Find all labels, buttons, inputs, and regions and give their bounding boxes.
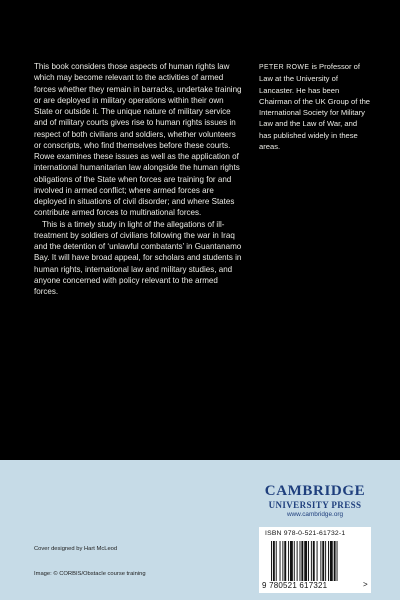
barcode-bar bbox=[300, 541, 301, 581]
description-paragraph-2: This is a timely study in light of the allegations of ill-treatment by soldiers of civilians following the war in Iraq and the detention of ‘unlawful combatants’ in Guantanamo Bay. It will have broad appeal, for scholars and students in human rights, international law and military studies, and anyone concerned with policy relevant to the armed forces. bbox=[34, 219, 242, 296]
barcode-bar bbox=[271, 541, 272, 581]
barcode-bar bbox=[334, 541, 336, 581]
barcode-bar bbox=[282, 541, 283, 581]
barcode-bar bbox=[317, 541, 318, 581]
cover-design-credit: Cover designed by Hart McLeod bbox=[34, 546, 118, 552]
publisher-url[interactable]: www.cambridge.org bbox=[286, 511, 344, 518]
barcode-bar bbox=[301, 541, 303, 581]
book-description bbox=[34, 61, 242, 297]
lower-panel bbox=[0, 460, 400, 600]
barcode-bar bbox=[294, 541, 295, 581]
isbn-barcode-box bbox=[259, 527, 371, 593]
barcode-bar bbox=[280, 541, 281, 581]
barcode bbox=[271, 541, 361, 581]
barcode-bar bbox=[337, 541, 338, 581]
barcode-bar bbox=[304, 541, 307, 581]
barcode-bar bbox=[284, 541, 286, 581]
barcode-arrow: > bbox=[363, 580, 368, 589]
barcode-bar bbox=[325, 541, 326, 581]
barcode-bar bbox=[313, 541, 315, 581]
publisher-name-line1: CAMBRIDGE bbox=[264, 483, 366, 499]
image-credit: Image: © CORBIS/Obstacle course training bbox=[34, 571, 146, 577]
barcode-bar bbox=[273, 541, 275, 581]
author-name: PETER ROWE bbox=[259, 64, 310, 71]
barcode-bar bbox=[308, 541, 309, 581]
barcode-bar bbox=[322, 541, 324, 581]
author-bio-text: is Professor of Law at the University of Lancaster. He has been Chairman of the UK Group of the International Society for Military Law and the Law of War, and has published widely in these areas. bbox=[259, 62, 371, 151]
publisher-name-line2: UNIVERSITY PRESS bbox=[268, 500, 362, 510]
barcode-bar bbox=[330, 541, 333, 581]
barcode-bar bbox=[276, 541, 277, 581]
publisher-logo bbox=[259, 484, 371, 518]
barcode-bar bbox=[320, 541, 321, 581]
barcode-bar bbox=[311, 541, 312, 581]
barcode-bar bbox=[290, 541, 293, 581]
author-bio bbox=[259, 61, 371, 152]
barcode-bar bbox=[288, 541, 289, 581]
description-paragraph-1: This book considers those aspects of human rights law which may become relevant to the activities of armed forces whether they remain in barracks, undertake training or are deployed in military operations within their own State or outside it. The unique nature of military service and of military courts gives rise to human rights issues in respect of both civilians and soldiers, whether volunteers or conscripts, who find themselves before these courts. Rowe examines these issues as well as the application of international humanitarian law alongside the human rights obligations of the State when forces are training for and involved in armed conflict; where armed forces are deployed in situations of civil disorder; and where States contribute armed forces to multinational forces. bbox=[34, 62, 242, 218]
barcode-digits: 9 780521 617321 bbox=[262, 581, 328, 590]
barcode-bar bbox=[297, 541, 298, 581]
barcode-bar bbox=[328, 541, 329, 581]
isbn-number: ISBN 978-0-521-61732-1 bbox=[265, 530, 346, 537]
